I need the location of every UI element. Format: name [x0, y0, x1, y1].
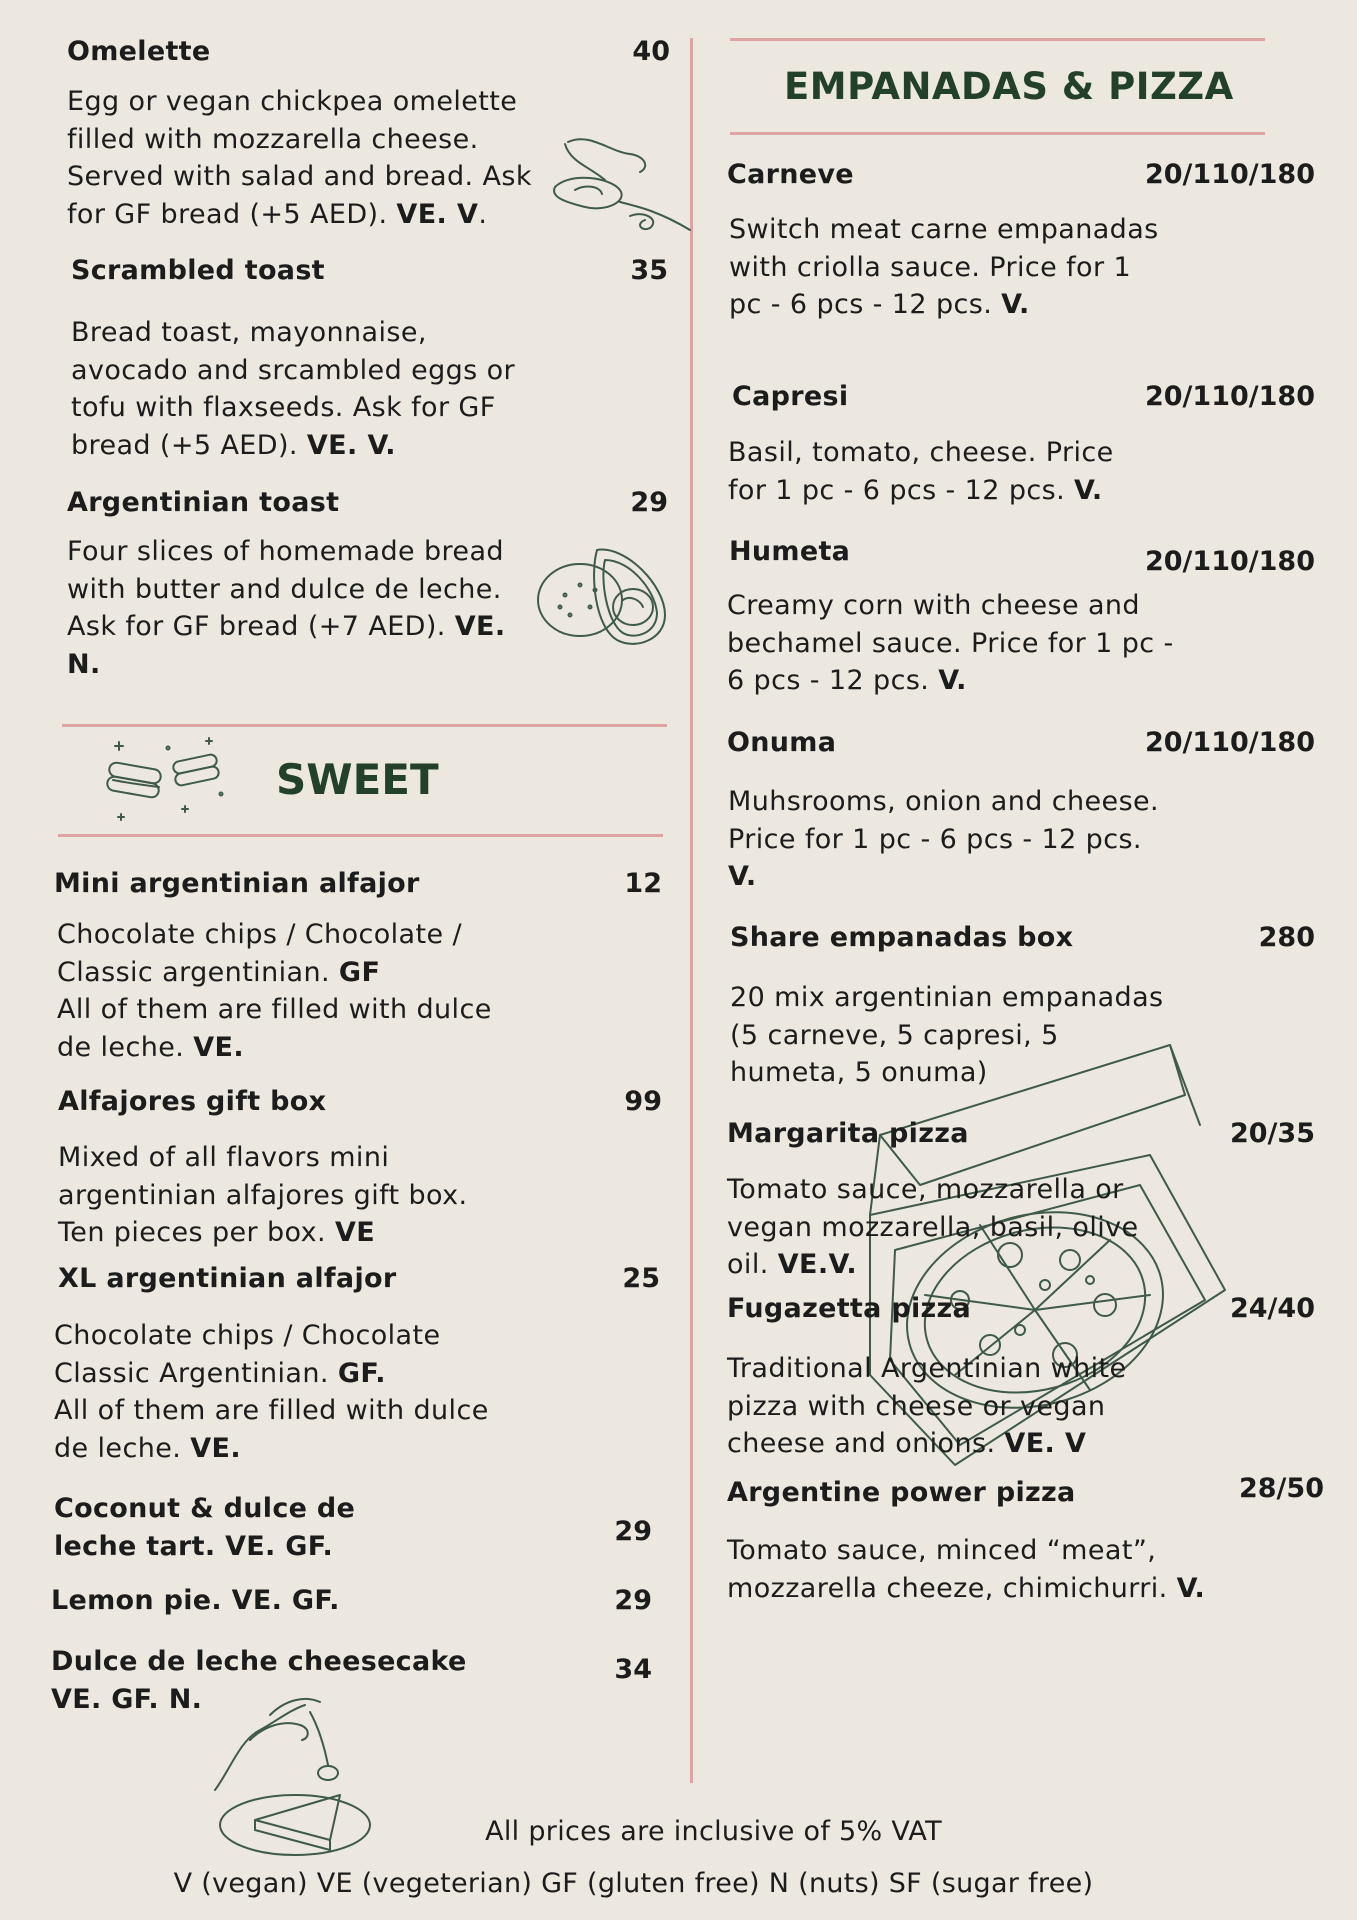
item-name: Mini argentinian alfajor — [54, 868, 420, 899]
item-price: 29 — [630, 487, 668, 518]
item-name: XL argentinian alfajor — [58, 1263, 397, 1294]
empanadas-pizza-heading: EMPANADAS & PIZZA — [784, 65, 1234, 108]
item-description: Creamy corn with cheese and bechamel sauce. Price for 1 pc - 6 pcs - 12 pcs. V. — [727, 590, 1174, 696]
item-price: 99 — [624, 1086, 662, 1117]
item-price: 25 — [622, 1263, 660, 1294]
vat-note: All prices are inclusive of 5% VAT — [485, 1816, 942, 1847]
sweet-heading: SWEET — [276, 755, 439, 804]
item-name: Fugazetta pizza — [727, 1293, 972, 1324]
item-description: Mixed of all flavors mini argentinian alfajores gift box. Ten pieces per box. VE — [58, 1142, 468, 1248]
item-price: 20/35 — [1229, 1118, 1315, 1149]
item-price: 29 — [614, 1516, 652, 1547]
item-name: Scrambled toast — [71, 255, 325, 286]
item-description: Basil, tomato, cheese. Price for 1 pc - 6 pcs - 12 pcs. V. — [728, 437, 1114, 506]
diet-legend: V (vegan) VE (vegeterian) GF (gluten free) N (nuts) SF (sugar free) — [173, 1868, 1094, 1899]
item-description: Four slices of homemade bread with butter and dulce de leche. Ask for GF bread (+7 AED). VE. N. — [67, 536, 506, 680]
item-name: Dulce de leche cheesecake VE. GF. N. — [51, 1646, 467, 1715]
column-divider — [690, 38, 693, 1783]
fried-egg-icon — [550, 132, 695, 242]
avocado-icon — [535, 545, 670, 650]
item-price: 280 — [1258, 922, 1315, 953]
item-price: 34 — [614, 1654, 652, 1685]
item-price: 20/110/180 — [1144, 546, 1315, 577]
sweet-rule-bottom — [58, 834, 663, 837]
item-name: Lemon pie. VE. GF. — [51, 1585, 340, 1616]
item-price: 20/110/180 — [1144, 381, 1315, 412]
sweet-rule-top — [62, 724, 667, 727]
item-description: Chocolate chips / Chocolate Classic Argentinian. GF. All of them are filled with dulce de leche. VE. — [54, 1320, 489, 1464]
item-price: 35 — [630, 255, 668, 286]
item-description: Tomato sauce, minced “meat”, mozzarella cheeze, chimichurri. V. — [727, 1535, 1206, 1604]
item-name: Share empanadas box — [730, 922, 1074, 953]
item-name: Capresi — [732, 381, 849, 412]
item-price: 20/110/180 — [1144, 159, 1315, 190]
item-name: Argentine power pizza — [727, 1477, 1076, 1508]
item-name: Margarita pizza — [727, 1118, 969, 1149]
alfajores-icon — [103, 736, 228, 824]
item-description: Muhsrooms, onion and cheese. Price for 1 pc - 6 pcs - 12 pcs. V. — [728, 786, 1160, 892]
item-name: Coconut & dulce de leche tart. VE. GF. — [54, 1493, 356, 1562]
item-name: Humeta — [729, 536, 851, 567]
item-description: Switch meat carne empanadas with criolla sauce. Price for 1 pc - 6 pcs - 12 pcs. V. — [729, 214, 1159, 320]
empanadas-rule-bottom — [730, 132, 1265, 135]
item-description: 20 mix argentinian empanadas (5 carneve, 5 capresi, 5 humeta, 5 onuma) — [730, 982, 1164, 1088]
item-price: 28/50 — [1238, 1473, 1324, 1504]
item-name: Alfajores gift box — [58, 1086, 327, 1117]
item-price: 24/40 — [1229, 1293, 1315, 1324]
item-name: Argentinian toast — [67, 487, 340, 518]
item-description: Chocolate chips / Chocolate / Classic argentinian. GF All of them are filled with dulce de leche. VE. — [57, 919, 492, 1063]
item-description: Bread toast, mayonnaise, avocado and srcambled eggs or tofu with flaxseeds. Ask for GF bread (+5 AED). VE. V. — [71, 317, 516, 461]
item-name: Onuma — [727, 727, 837, 758]
item-price: 12 — [624, 868, 662, 899]
item-description: Tomato sauce, mozzarella or vegan mozzarella, basil, olive oil. VE.V. — [727, 1174, 1139, 1280]
item-description: Egg or vegan chickpea omelette filled with mozzarella cheese. Served with salad and bread. Ask for GF bread (+5 AED). VE. V. — [67, 86, 532, 230]
item-price: 29 — [614, 1585, 652, 1616]
empanadas-rule-top — [730, 38, 1265, 41]
item-price: 20/110/180 — [1144, 727, 1315, 758]
item-name: Carneve — [727, 159, 854, 190]
item-price: 40 — [632, 36, 670, 67]
item-name: Omelette — [67, 36, 211, 67]
item-description: Traditional Argentinian white pizza with cheese or vegan cheese and onions. VE. V — [727, 1353, 1127, 1459]
